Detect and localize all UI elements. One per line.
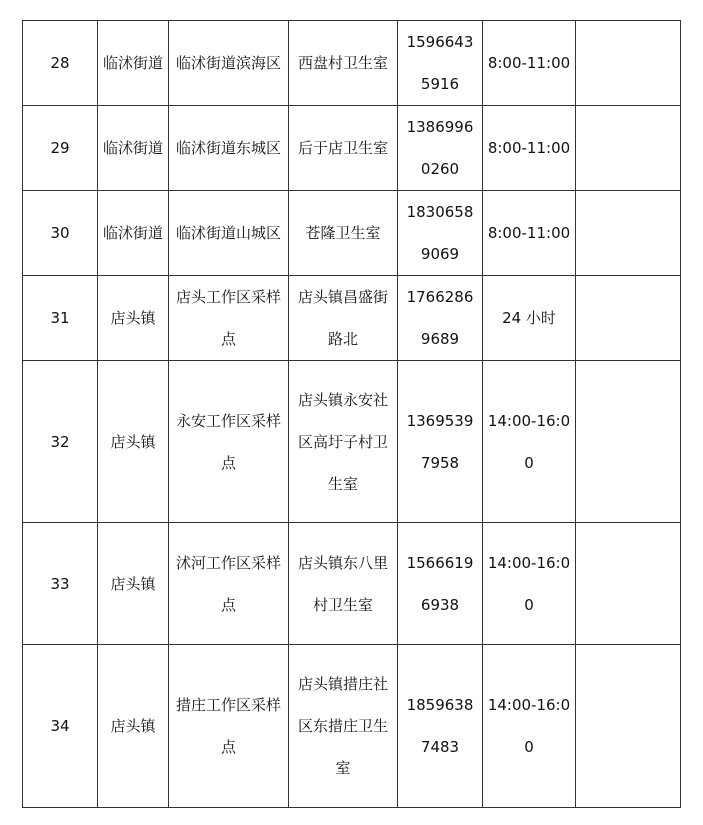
row-number: 34: [23, 645, 98, 808]
street-cell: 店头镇: [98, 361, 169, 523]
site-cell: 店头镇昌盛街路北: [289, 276, 398, 361]
phone-cell: 15666196938: [398, 523, 483, 645]
site-cell: 店头镇措庄社区东措庄卫生室: [289, 645, 398, 808]
table-row: [23, 645, 681, 808]
phone-cell: 18596387483: [398, 645, 483, 808]
row-number: 29: [23, 106, 98, 191]
hours-cell: 8:00-11:00: [483, 191, 576, 276]
row-number: 28: [23, 21, 98, 106]
note-cell: [576, 191, 681, 276]
note-cell: [576, 361, 681, 523]
street-cell: 临沭街道: [98, 191, 169, 276]
street-cell: 临沭街道: [98, 21, 169, 106]
area-cell: 临沭街道东城区: [169, 106, 289, 191]
table-row: [23, 106, 681, 191]
row-number: 31: [23, 276, 98, 361]
area-cell: 永安工作区采样点: [169, 361, 289, 523]
hours-cell: 14:00-16:00: [483, 523, 576, 645]
note-cell: [576, 276, 681, 361]
hours-cell: 14:00-16:00: [483, 645, 576, 808]
hours-cell: 24 小时: [483, 276, 576, 361]
site-cell: 店头镇永安社区高圩子村卫生室: [289, 361, 398, 523]
phone-cell: 18306589069: [398, 191, 483, 276]
street-cell: 店头镇: [98, 645, 169, 808]
hours-cell: 14:00-16:00: [483, 361, 576, 523]
phone-cell: 13869960260: [398, 106, 483, 191]
table-row: [23, 276, 681, 361]
table-row: [23, 191, 681, 276]
site-cell: 苍隆卫生室: [289, 191, 398, 276]
row-number: 30: [23, 191, 98, 276]
note-cell: [576, 106, 681, 191]
area-cell: 店头工作区采样点: [169, 276, 289, 361]
area-cell: 沭河工作区采样点: [169, 523, 289, 645]
note-cell: [576, 21, 681, 106]
note-cell: [576, 523, 681, 645]
site-cell: 后于店卫生室: [289, 106, 398, 191]
site-cell: 店头镇东八里村卫生室: [289, 523, 398, 645]
row-number: 32: [23, 361, 98, 523]
phone-cell: 13695397958: [398, 361, 483, 523]
street-cell: 店头镇: [98, 523, 169, 645]
note-cell: [576, 645, 681, 808]
table-row: [23, 361, 681, 523]
area-cell: 临沭街道山城区: [169, 191, 289, 276]
table-row: [23, 523, 681, 645]
phone-cell: 15966435916: [398, 21, 483, 106]
site-cell: 西盘村卫生室: [289, 21, 398, 106]
street-cell: 店头镇: [98, 276, 169, 361]
table-row: [23, 21, 681, 106]
hours-cell: 8:00-11:00: [483, 21, 576, 106]
hours-cell: 8:00-11:00: [483, 106, 576, 191]
row-number: 33: [23, 523, 98, 645]
phone-cell: 17662869689: [398, 276, 483, 361]
sampling-sites-table: [22, 20, 681, 808]
area-cell: 临沭街道滨海区: [169, 21, 289, 106]
area-cell: 措庄工作区采样点: [169, 645, 289, 808]
street-cell: 临沭街道: [98, 106, 169, 191]
